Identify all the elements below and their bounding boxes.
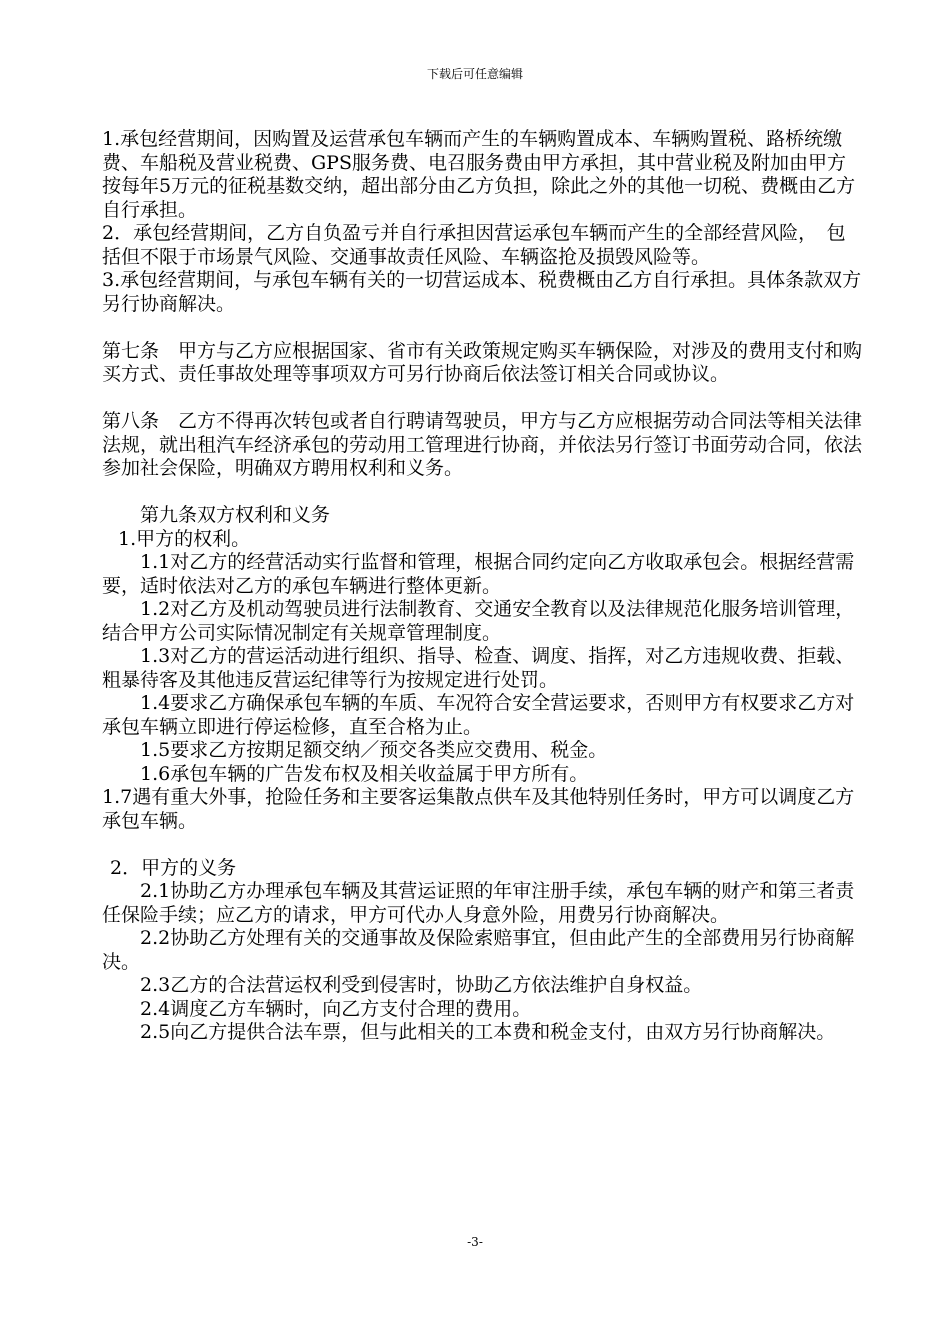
spacer (102, 481, 862, 505)
document-body (102, 128, 862, 1045)
paragraph-clause-3: 3.承包经营期间，与承包车辆有关的一切营运成本、税费概由乙方自行承担。具体条款双方另行协商解决。 (102, 269, 862, 315)
article-9-heading: 第九条双方权利和义务 (140, 504, 331, 526)
page-header: 下载后可任意编辑 (426, 67, 523, 81)
paragraph-clause-1: 1.承包经营期间，因购置及运营承包车辆而产生的车辆购置成本、车辆购置税、路桥统缴费、车船税及营业税费、GPS服务费、电召服务费由甲方承担，其中营业税及附加由甲方按每年5万元的征税基数交纳，超出部分由乙方负担，除此之外的其他一切税、费概由乙方自行承担。 (102, 128, 856, 221)
spacer (102, 316, 862, 340)
spacer (102, 833, 862, 857)
section-party-a-rights: 1.甲方的权利。 (118, 527, 251, 550)
item-1-2: 1.2对乙方及机动驾驶员进行法制教育、交通安全教育以及法律规范化服务培训管理，结合甲方公司实际情况制定有关规章管理制度。 (102, 598, 855, 644)
item-1-5: 1.5要求乙方按期足额交纳／预交各类应交费用、税金。 (140, 739, 608, 761)
page-number: -3- (467, 1235, 483, 1249)
item-1-7: 1.7遇有重大外事，抢险任务和主要客运集散点供车及其他特别任务时，甲方可以调度乙方承包车辆。 (102, 786, 855, 832)
item-2-1: 2.1协助乙方办理承包车辆及其营运证照的年审注册手续，承包车辆的财产和第三者责任保险手续；应乙方的请求，甲方可代办人身意外险，用费另行协商解决。 (102, 880, 855, 926)
paragraph-clause-2: 2．承包经营期间，乙方自负盈亏并自行承担因营运承包车辆而产生的全部经营风险， 包括但不限于市场景气风险、交通事故责任风险、车辆盗抢及损毁风险等。 (102, 222, 846, 268)
article-7: 第七条 甲方与乙方应根据国家、省市有关政策规定购买车辆保险，对涉及的费用支付和购买方式、责任事故处理等事项双方可另行协商后依法签订相关合同或协议。 (102, 339, 863, 385)
item-1-1: 1.1对乙方的经营活动实行监督和管理，根据合同约定向乙方收取承包会。根据经营需要，适时依法对乙方的承包车辆进行整体更新。 (102, 551, 855, 597)
article-8: 第八条 乙方不得再次转包或者自行聘请驾驶员，甲方与乙方应根据劳动合同法等相关法律法规，就出租汽车经济承包的劳动用工管理进行协商，并依法另行签订书面劳动合同，依法参加社会保险，明确双方聘用权利和义务。 (102, 410, 863, 479)
item-1-6: 1.6承包车辆的广告发布权及相关收益属于甲方所有。 (140, 762, 589, 785)
item-2-4: 2.4调度乙方车辆时，向乙方支付合理的费用。 (140, 997, 532, 1020)
item-2-3: 2.3乙方的合法营运权利受到侵害时，协助乙方依法维护自身权益。 (140, 974, 703, 996)
item-2-2: 2.2协助乙方处理有关的交通事故及保险索赔事宜，但由此产生的全部费用另行协商解决。 (102, 927, 855, 973)
item-2-5: 2.5向乙方提供合法车票，但与此相关的工本费和税金支付，由双方另行协商解决。 (140, 1021, 836, 1043)
item-1-3: 1.3对乙方的营运活动进行组织、指导、检查、调度、指挥，对乙方违规收费、拒载、粗暴待客及其他违反营运纪律等行为按规定进行处罚。 (102, 645, 855, 691)
item-1-4: 1.4要求乙方确保承包车辆的车质、车况符合安全营运要求，否则甲方有权要求乙方对承包车辆立即进行停运检修，直至合格为止。 (102, 692, 855, 738)
spacer (102, 387, 862, 411)
section-party-a-duties: 2．甲方的义务 (110, 856, 237, 879)
